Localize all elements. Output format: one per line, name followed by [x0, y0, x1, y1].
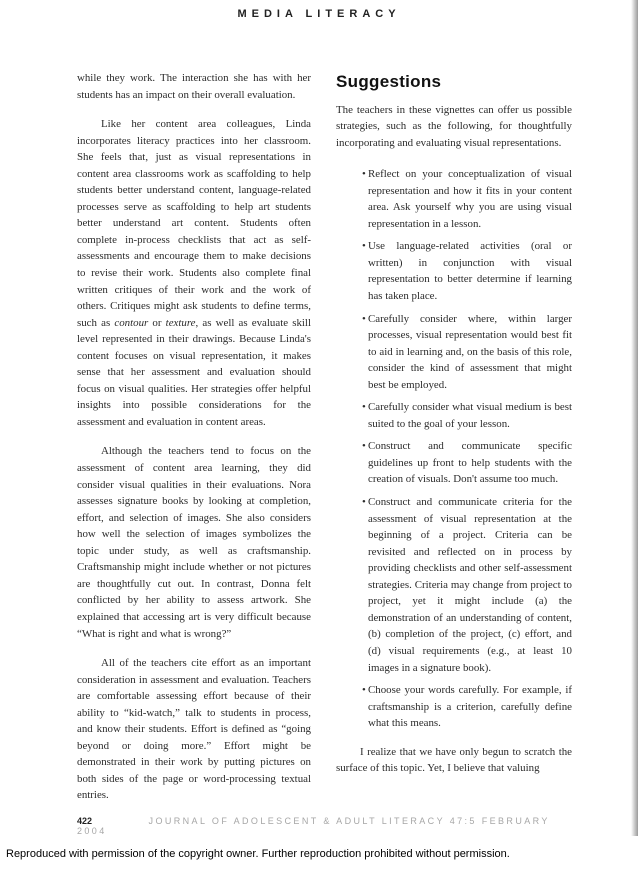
left-paragraph-2	[77, 116, 311, 430]
list-item: • Carefully consider what visual medium is best suited to the goal of your lesson.	[362, 401, 572, 430]
paragraph-2-text-a: Like her content area colleagues, Linda incorporates literacy practices into her classroom. She feels that, just as visual representations in content area classrooms work as scaffolding to help students better understand content, language-related processes serve as scaffolding to help art students better understand art content. Students often complete in-process checklists that act as self-assessments and encourage them to make decisions to revise their work. Students also complete final written critiques of their work and the work of others. Critiques might ask students to define terms, such as	[77, 118, 311, 329]
intro-paragraph: The teachers in these vignettes can offer us possible strategies, such as the following, for thoughtfully incorporating and evaluating visual representations.	[336, 103, 572, 149]
left-paragraph-1: while they work. The interaction she has with her students has an impact on their overall evaluation.	[77, 72, 311, 101]
bullet-icon: •	[362, 401, 366, 414]
permission-notice: Reproduced with permission of the copyright owner. Further reproduction prohibited without permission.	[6, 848, 510, 860]
list-item: • Carefully consider where, within larger processes, visual representation would best fit to aid in learning and, on the basis of this role, consider the kind of assessment that might best be employed.	[362, 312, 572, 391]
left-paragraph-4: All of the teachers cite effort as an important consideration in assessment and evaluation. Teachers are comfortable assessing effort because of their ability to “kid-watch,” talk to students in process, and know their students. Effort is defined as “going beyond or doing more.” Effort might be demonstrated in their work by putting pictures on both sides of the page or word-processing textual entries.	[77, 657, 311, 802]
running-head: MEDIA LITERACY	[237, 8, 401, 20]
bullet-icon: •	[362, 496, 366, 509]
bullet-icon: •	[362, 440, 366, 453]
list-item: • Construct and communicate specific guidelines up front to help students with the creation of visuals. Don't assume too much.	[362, 440, 572, 486]
paragraph-2-text-b: , as well as evaluate skill level represented in their drawings. Because Linda's content focuses on visual representation, it makes sense that her assessment and evaluation should focus on visual qualities. Her strategies offer helpful insights into possible considerations for the assessment and evaluation in content areas.	[77, 316, 311, 428]
page-footer	[77, 816, 577, 836]
bullet-icon: •	[362, 240, 366, 253]
closing-paragraph: I realize that we have only begun to scratch the surface of this topic. Yet, I believe that valuing	[336, 745, 572, 775]
list-item: • Use language-related activities (oral or written) in conjunction with visual representation to better determine if learning has taken place.	[362, 240, 572, 303]
list-item: • Construct and communicate criteria for the assessment of visual representation at the beginning of a project. Criteria can be revisited and reflected on in process by providing checklists and other self-assessment strategies. Criteria may change from project to project, yet it might include (a) the demonstration of an understanding of content, (b) completion of the project, (c) effort, and (d) visual requirements (e.g., at least 10 images in a signature book).	[362, 496, 572, 674]
term-contour: contour	[114, 316, 149, 329]
scan-edge-shadow	[631, 0, 638, 836]
term-texture: texture	[165, 316, 196, 329]
page-number: 422	[77, 816, 93, 826]
bullet-icon: •	[362, 684, 366, 697]
bullet-icon: •	[362, 168, 366, 181]
bullet-icon: •	[362, 312, 366, 325]
paragraph-2-or: or	[148, 316, 166, 329]
left-column	[77, 70, 311, 804]
list-item: • Choose your words carefully. For example, if craftsmanship is a criterion, carefully define what this means.	[362, 684, 572, 730]
journal-citation: JOURNAL OF ADOLESCENT & ADULT LITERACY 47:5 FEBRUARY 2004	[77, 816, 550, 836]
right-column	[336, 70, 572, 777]
left-paragraph-3: Although the teachers tend to focus on the assessment of content area learning, they did consider visual qualities in their evaluations. Nora assesses signature books by looking at completion, effort, and selection of images. She also considers how well the selection of images symbolizes the topic under study, as well as craftsmanship. Craftsmanship might include whether or not pictures are thoughtfully cut out. In contrast, Donna felt conflicted by her ability to assess artwork. She explained that accessing art is very difficult because “What is right and what is wrong?”	[77, 445, 311, 640]
section-heading: Suggestions	[336, 72, 442, 91]
suggestions-list	[336, 166, 572, 732]
list-item: • Reflect on your conceptualization of visual representation and how it fits in your content area. Ask yourself why you are using visual representation in a lesson.	[362, 168, 572, 230]
